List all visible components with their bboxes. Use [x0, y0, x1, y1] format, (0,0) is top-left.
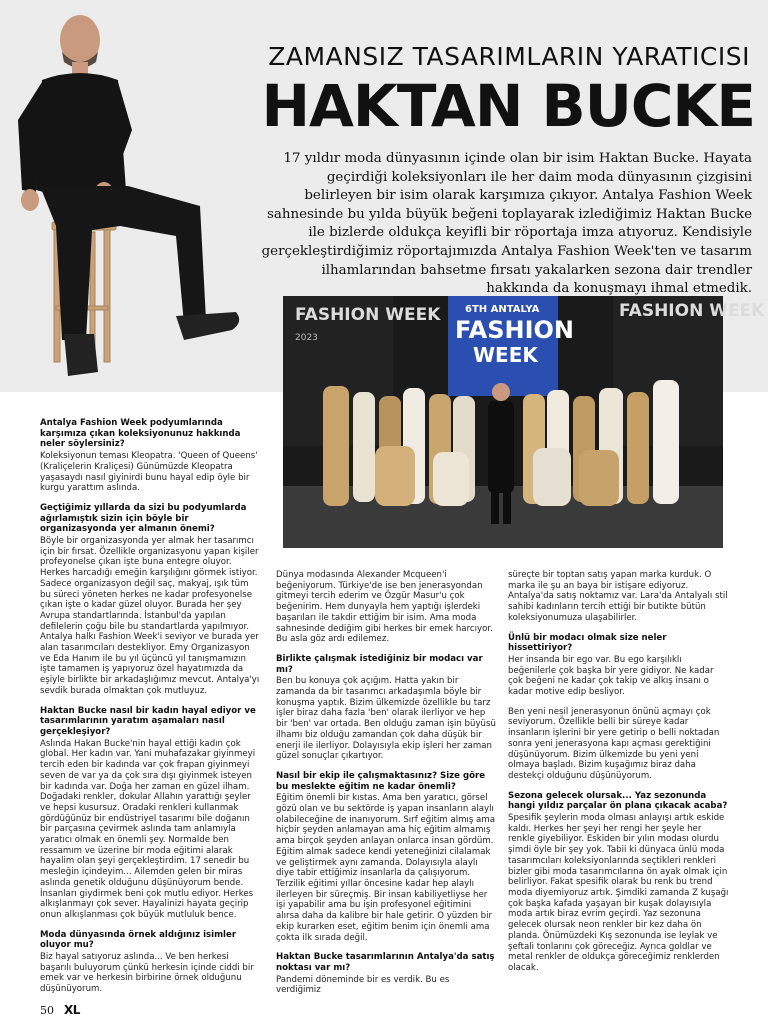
article-title: HAKTAN BUCKE [261, 72, 755, 140]
question: Haktan Bucke tasarımlarının Antalya'da satış noktası var mı? [276, 952, 495, 973]
qa-block [508, 791, 730, 974]
question: Haktan Bucke nasıl bir kadın hayal ediyor ve tasarımlarının yaratım aşamaları nasıl gerçekleşiyor? [40, 705, 256, 737]
qa-block [508, 633, 730, 698]
article-lead: 17 yıldır moda dünyasının içinde olan bir isim Haktan Bucke. Hayata geçirdiği koleksiyonları ile her daim moda dünyasının çizgisini belirleyen bir isim olarak karşımıza çıkıyor. Antalya Fashion Week sahnesinde bu yılda büyük beğeni toplayarak izlediğimiz Haktan Bucke ile bizlerde oldukça keyifli bir röportaja imza atıyoruz. Kendisiyle gerçekleştirdiğimiz röportajımızda Antalya Fashion Week'ten ve tasarım ilhamlarından bahsetme fırsatı yakalarken sezona dair trendler hakkında da konuşmayı ihmal etmedik. [261, 151, 752, 297]
article-column-2 [276, 570, 496, 1005]
backdrop-center-main-text: FASHION [455, 316, 575, 344]
answer: süreçte bir toptan satış yapan marka kurduk. O marka ile şu an baya bir istişare ediyoruz. Antalya'da satış noktamız var. Lara'da Antalyalı stil sahibi kadınların tercih ettiği bir butikte bütün koleksiyonumuza ulaşabilirler. [508, 570, 728, 623]
qa-block [508, 570, 730, 624]
article-column-3 [508, 570, 730, 983]
qa-block [40, 706, 262, 921]
question: Birlikte çalışmak istediğiniz bir modacı var mı? [276, 653, 483, 675]
answer: Böyle bir organizasyonda yer almak her tasarımcı için bir fırsat. Özellikle organizasyonu yapan kişiler profeyonelse çıkan işte buna entegre oluyor. Herkes harcadığı emeğin karşılığını görmek istiyor. Sadece organizasyon değil saç, makyaj, ışık tüm bu süreci yöneten herkes ne kadar profesyonelse çıkan işte o kadar güzel oluyor. Burada her şey Avrupa standartlarında. İstanbul'da yapılan defilelerin çoğu bile bu standartlarda yapılmıyor. Antalya halkı Fashion Week'i seviyor ve burada yer alan tasarımcıları destekliyor. Emy Organizasyon ve Eda Hanım ile bu yıl üçüncü yıl tanışmamızın işte tamamen iş yapıyoruz özel hayatımızda da eşiyle birlikte bir arkadaşlığımız mevcut. Antalya'yı sevdik burada olmaktan çok mutluyuz. [40, 536, 260, 696]
qa-block [276, 570, 496, 645]
backdrop-center-top-text: 6TH ANTALYA [465, 304, 540, 315]
answer: Ben bu konuya çok açığım. Hatta yakın bir zamanda da bir tasarımcı arkadaşımla böyle bir konuşma yaptık. Bizim ülkemizde özellikle bu tarz işler biraz daha fazla 'ben' olarak ilerliyor ve hep bir 'ben' var ortada. Ben olduğu zaman işin büyüsü ilhamı biz olduğu zamandan çok daha düşük bir enerji ile ilerliyor. Dolayısıyla ekip işleri her zaman güzel sonuçlar çıkartıyor. [276, 676, 496, 762]
question: Sezona gelecek olursak... Yaz sezonunda hangi yıldız parçalar ön plana çıkacak acaba? [508, 790, 728, 812]
backdrop-center-bottom-text: WEEK [473, 343, 538, 367]
article-column-1 [40, 418, 262, 1004]
backdrop-year-text: 2023 [295, 333, 318, 343]
answer: Her insanda bir ego var. Bu ego karşılıklı beğenilerle çok başka bir yere gidiyor. Ne kadar çok beğeni ne kadar çok takip ve alkış insanı o kadar motive edip besliyor. [508, 654, 714, 698]
question: Geçtiğimiz yıllarda da sizi bu podyumlarda ağırlamıştık sizin için böyle bir organizasyonda yer almanın önemi? [40, 502, 247, 535]
answer: Koleksiyonun teması Kleopatra. 'Queen of Queens' (Kraliçelerin Kraliçesi) Günümüzde Kleopatra yaşasaydı nasıl giyinirdi bunu hayal edip öyle bir kurgu yarattım aslında. [40, 451, 258, 494]
page-number: 50 [40, 1004, 54, 1017]
question: Antalya Fashion Week podyumlarında karşımıza çıkan koleksiyonunuz hakkında neler söylersiniz? [40, 418, 241, 450]
question: Nasıl bir ekip ile çalışmaktasınız? Size göre bu meslekte eğitim ne kadar önemli? [276, 770, 486, 792]
answer: Eğitim önemli bir kıstas. Ama ben yaratıcı, görsel gözü olan ve bu sektörde iş yapan insanların alaylı olabileceğine de inanıyorum. Sırf eğitim almış ama hiçbir şeyden anlamayan ama hiç eğitim almamış ama birçok şeyden anlayan onlarca insan gördüm. Eğitim almak sadece kendi yeteneğinizi cilalamak ve geliştirmek aynı zamanda. Dolayısıyla alaylı diye tabir ettiğimiz insanlarla da çalışıyorum. Terzilik eğitimi yıllar öncesine kadar hep alaylı ilerleyen bir süreçmiş. Bir insan kabiliyetliyse her işi yapabilir ama bu işin profesyonel eğitimini alırsa daha da kalibre bir hale getirir. O yüzden bir ekip kurarken eset, eğitim benim için önemli ama çokta ilk sırada değil. [276, 793, 495, 943]
answer: Dünya modasında Alexander Mcqueen'i beğeniyorum. Türkiye'de ise ben jenerasyondan gitmeyi tercih ederim ve Özgür Masur'u çok beğenirim. Hem dunyayla hem yaptığı işlerdeki başarıları ile takdir ettiğim bir isim. Ama moda sahnesinde dediğim gibi herkes bir emek harcıyor. Bu asla göz ardı edilemez. [276, 570, 493, 645]
qa-block [40, 930, 262, 995]
magazine-logo: XL [64, 1003, 80, 1017]
question: Ünlü bir modacı olmak size neler hissettiriyor? [508, 632, 667, 654]
backdrop-left-text: FASHION WEEK [295, 305, 441, 325]
fashion-week-photo [283, 296, 765, 548]
answer: Pandemi döneminde bir es verdik. Bu es verdiğimiz [276, 974, 450, 996]
answer: Ben yeni nesil jenerasyonun önünü açmayı çok seviyorum. Özellikle belli bir süreye kadar insanların işlerini bir yere getirip o belli noktadan sonra yeni jenerasyona kapı açması gerektiğini düşünüyorum. Bizim ülkemizde bu yeni yeni olmaya başladı. Bizim kuşağımız biraz daha destekçi olduğunu düşünüyorum. [508, 706, 720, 781]
backdrop-right-text: FASHION WEEK [619, 301, 765, 321]
article-kicker: ZAMANSIZ TASARIMLARIN YARATICISI [268, 42, 750, 71]
question: Moda dünyasında örnek aldığınız isimler oluyor mu? [40, 929, 237, 951]
qa-block [40, 418, 262, 494]
answer: Aslında Hakan Bucke'nin hayal ettiği kadın çok global. Her kadın var. Yani muhafazakar giyinmeyi tercih eden bir kadında var çok frapan giyinmeyi seven de var ya da çok sıra dışı giyinmek isteyen bir kadında var. Doğa her zaman en güzel ilham. Doğadaki renkler, dokular Allahın yarattığı şeyler ve hepsi kusursuz. Oradaki renkleri kullanmak gördüğünüz bir endüstriyel tasarımı bile doğanın bir parçasına çevirmek aslında tam anlamıyla yaratıcı olmak en önemli şey. Normalde ben ressamım ve üzerine bir moda eğitimi alarak hayalim olan şeyi gerçekleştirdim. 17 senedir bu mesleğin içindeyim... Ailemden gelen bir miras aslında genetik olduğunu düşünüyorum bende. İnsanları giydirmek beni çok mutlu ediyor. Herkes alkışlanmayı çok sever. Hayalinizi hayata geçirip onun alkışlanması çok büyük mutluluk bence. [40, 738, 256, 920]
qa-block [40, 503, 262, 697]
qa-block [276, 771, 496, 943]
answer: Biz hayal satıyoruz aslında... Ve ben herkesi başarılı buluyorum çünkü herkesin içinde ciddi bir emek var ve herkesin birbirine örnek olduğunu düşünüyorum. [40, 952, 254, 995]
designer-portrait [0, 0, 250, 392]
qa-block [276, 654, 496, 762]
answer: Spesifik şeylerin moda olması anlayışı artık eskide kaldı. Herkes her şeyi her rengi her şeyle her renkle giyebiliyor. Eskiden bir yılın modası olurdu şimdi öyle bir şey yok. Tabii ki dünyaca ünlü moda tasarımcıları koleksiyonlarında seçtikleri renkleri bizler gibi moda tasarımcılarına ön ayak olmak için belirliyor. Fakat spesifik olarak bu renk bu trend moda diyemiyoruz artık. Şimdiki zamanda Z kuşağı çok başka kafada yaşayan bir kuşak dolayısıyla moda artık biraz evrim geçirdi. Yaz sezonuna gelecek olursak neon renkler bir kez daha ön planda. Önümüzdeki Kış sezonunda ise leylak ve şeftali tonlarını çok göreceğiz. Ayrıca goldlar ve metal renkler de oldukça göreceğimiz renklerden olacak. [508, 813, 729, 973]
qa-block [508, 707, 730, 782]
qa-block [276, 952, 496, 996]
